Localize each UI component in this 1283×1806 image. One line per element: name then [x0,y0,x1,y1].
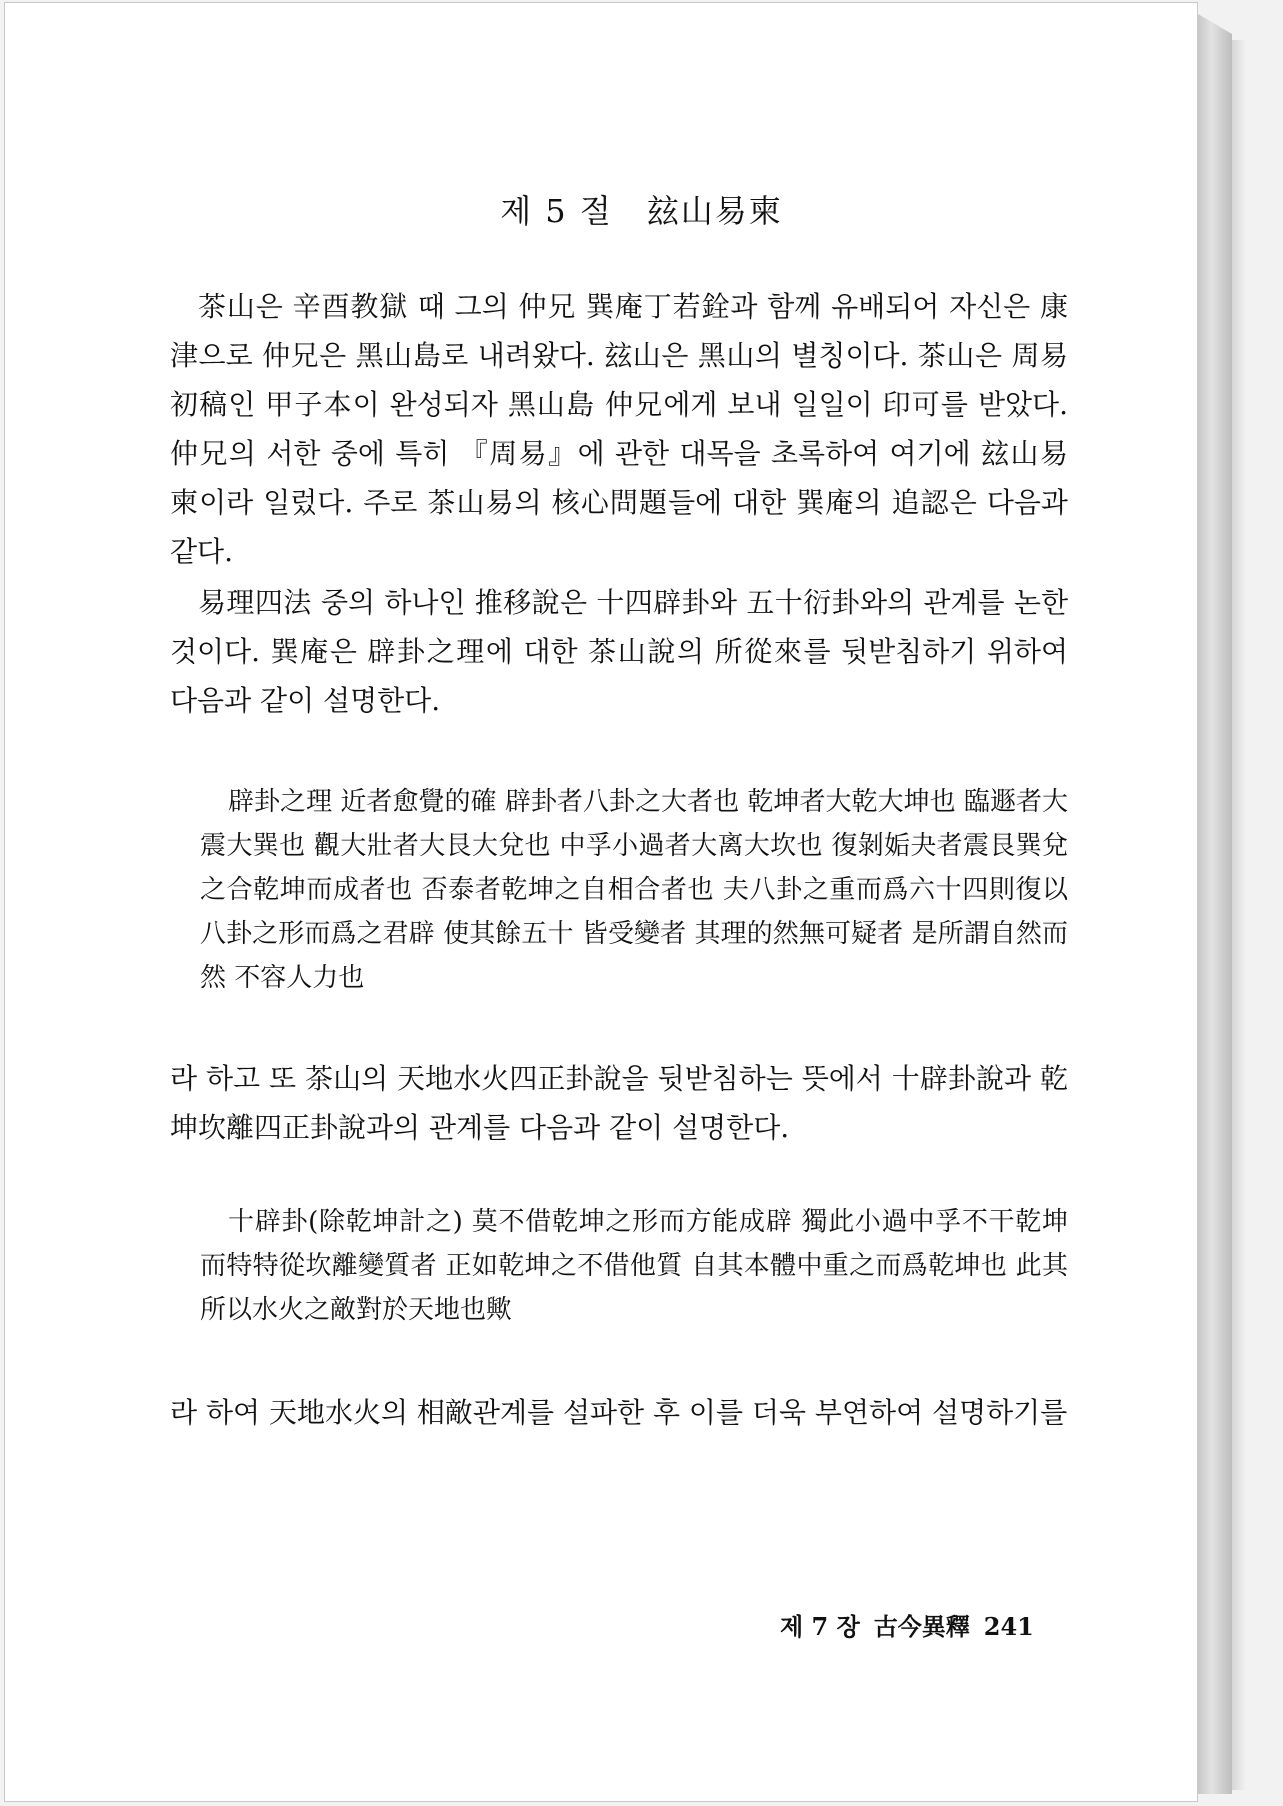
quotation-2: 十辟卦(除乾坤計之) 莫不借乾坤之形而方能成辟 獨此小過中孚不干乾坤而特特從坎離變質者 正如乾坤之不借他質 自其本體中重之而爲乾坤也 此其所以水火之敵對於天地也歟 [200,1207,1068,1325]
paragraph-1: 茶山은 辛酉教獄 때 그의 仲兄 巽庵丁若銓과 함께 유배되어 자신은 康津으로 仲兄은 黑山島로 내려왔다. 玆山은 黑山의 별칭이다. 茶山은 周易初稿인 甲子本이 완성되자 黑山島 仲兄에게 보내 일일이 印可를 받았다. 仲兄의 서한 중에 특히 『周易』에 관한 대목을 초록하여 여기에 玆山易柬이라 일렀다. 주로 茶山易의 核心問題들에 대한 巽庵의 追認은 다음과 같다. [170,290,1068,568]
section-title-text: 玆山易柬 [646,192,783,230]
section-number: 제 5 절 [500,192,613,230]
footer-chapter: 제 7 장 [780,1612,860,1641]
quotation-1: 辟卦之理 近者愈覺的確 辟卦者八卦之大者也 乾坤者大乾大坤也 臨遯者大震大巽也 觀大壯者大艮大兌也 中孚小過者大离大坎也 復剝姤夬者震艮巽兌之合乾坤而成者也 否泰者乾坤之自相合者也 夫八卦之重而爲六十四則復以八卦之形而爲之君辟 使其餘五十 皆受變者 其理的然無可疑者 是所謂自然而然 不容人力也 [200,787,1068,993]
section-title [0,186,1283,232]
page-number: 241 [983,1612,1034,1641]
paragraph-4: 라 하여 天地水火의 相敵관계를 설파한 후 이를 더욱 부연하여 설명하기를 [170,1396,1068,1429]
paragraph-2: 易理四法 중의 하나인 推移說은 十四辟卦와 五十衍卦와의 관계를 논한 것이다. 巽庵은 辟卦之理에 대한 茶山說의 所從來를 뒷받침하기 위하여 다음과 같이 설명한다. [170,586,1068,717]
page-footer [780,1607,1048,1642]
paragraph-3: 라 하고 또 茶山의 天地水火四正卦說을 뒷받침하는 뜻에서 十辟卦說과 乾坤坎離四正卦說과의 관계를 다음과 같이 설명한다. [170,1062,1068,1144]
page-edge-shadow [1232,40,1246,1790]
page-edge [1198,14,1232,1794]
footer-chapter-title: 古今異釋 [873,1612,970,1641]
